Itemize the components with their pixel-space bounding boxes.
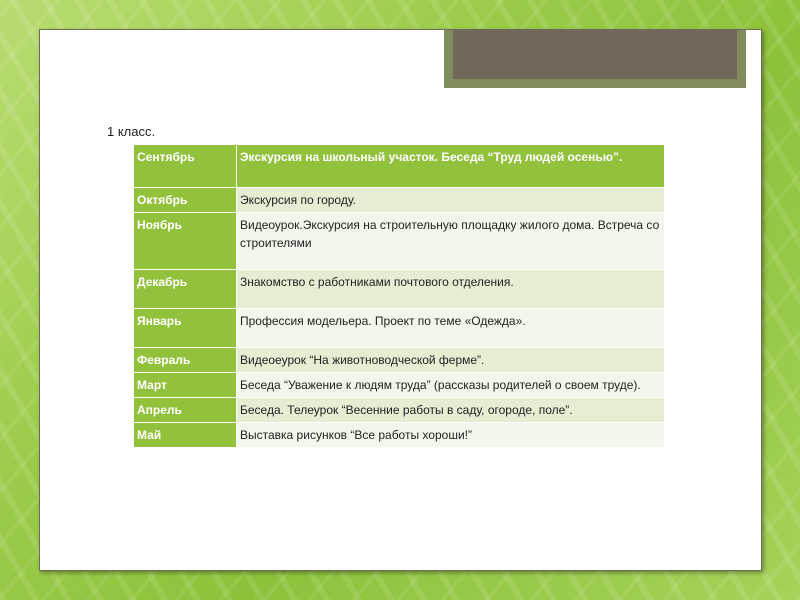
month-cell: Апрель [134,398,237,423]
table-row [134,348,664,373]
month-cell: Декабрь [134,270,237,309]
month-cell: Февраль [134,348,237,373]
table-row [134,309,664,348]
activity-cell: Выставка рисунков “Все работы хороши!” [237,423,664,448]
activity-cell: Экскурсия по городу. [237,188,664,213]
activity-cell: Экскурсия на школьный участок. Беседа “Труд людей осенью”. [237,145,664,188]
table-row [134,423,664,448]
table-row [134,188,664,213]
table-row [134,398,664,423]
table-row [134,373,664,398]
decorative-band-inner [453,30,737,79]
activity-cell: Беседа “Уважение к людям труда” (рассказы родителей о своем труде). [237,373,664,398]
month-cell: Май [134,423,237,448]
activity-cell: Беседа. Телеурок “Весенние работы в саду, огороде, поле”. [237,398,664,423]
month-cell: Март [134,373,237,398]
table-row [134,145,664,188]
schedule-table [134,145,664,448]
table-row [134,213,664,270]
month-cell: Сентябрь [134,145,237,188]
grade-heading: 1 класс. [107,124,156,139]
month-cell: Ноябрь [134,213,237,270]
table-row [134,270,664,309]
activity-cell: Видеоурок.Экскурсия на строительную площадку жилого дома. Встреча со строителями [237,213,664,270]
month-cell: Октябрь [134,188,237,213]
month-cell: Январь [134,309,237,348]
activity-cell: Видеоеурок “На животноводческой ферме”. [237,348,664,373]
activity-cell: Профессия модельера. Проект по теме «Одежда». [237,309,664,348]
activity-cell: Знакомство с работниками почтового отделения. [237,270,664,309]
